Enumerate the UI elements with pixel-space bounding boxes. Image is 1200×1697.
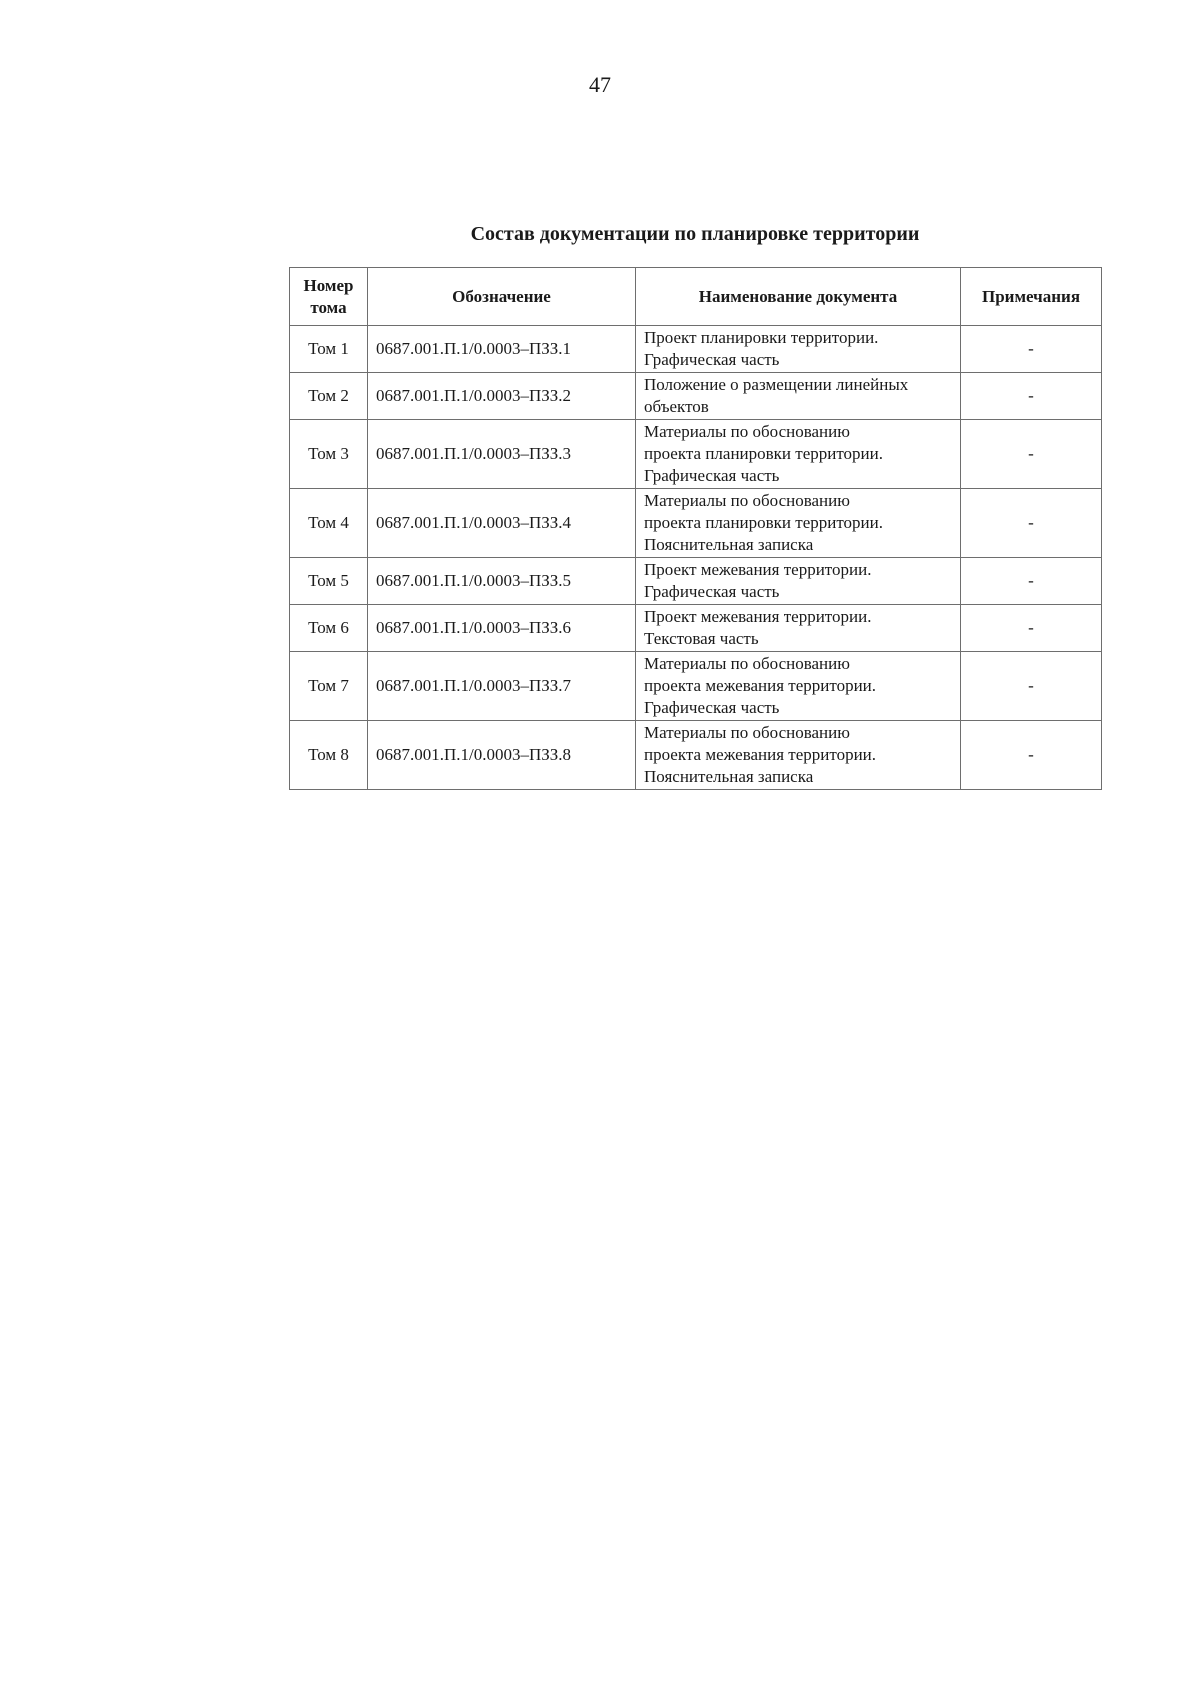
designation-cell: 0687.001.П.1/0.0003–ПЗЗ.6 xyxy=(368,605,636,652)
document-name-cell: Проект межевания территории. Текстовая часть xyxy=(636,605,961,652)
volume-number-cell: Том 2 xyxy=(290,373,368,420)
designation-cell: 0687.001.П.1/0.0003–ПЗЗ.7 xyxy=(368,652,636,721)
notes-cell: - xyxy=(961,373,1102,420)
volume-number-cell: Том 6 xyxy=(290,605,368,652)
table-row xyxy=(290,489,1102,558)
volume-number-cell: Том 3 xyxy=(290,420,368,489)
document-name-cell: Проект планировки территории. Графическая часть xyxy=(636,326,961,373)
table-header-row xyxy=(290,268,1102,326)
page-number: 47 xyxy=(589,72,611,97)
document-name-cell: Материалы по обоснованию проекта межевания территории. Графическая часть xyxy=(636,652,961,721)
table-row xyxy=(290,652,1102,721)
document-name-cell: Материалы по обоснованию проекта планировки территории. Пояснительная записка xyxy=(636,489,961,558)
document-name-cell: Материалы по обоснованию проекта планировки территории. Графическая часть xyxy=(636,420,961,489)
header-designation: Обозначение xyxy=(368,268,636,326)
volume-number-cell: Том 4 xyxy=(290,489,368,558)
notes-cell: - xyxy=(961,420,1102,489)
designation-cell: 0687.001.П.1/0.0003–ПЗЗ.3 xyxy=(368,420,636,489)
documentation-table xyxy=(289,267,1102,790)
notes-cell: - xyxy=(961,652,1102,721)
document-title: Состав документации по планировке территории xyxy=(470,223,920,245)
header-notes: Примечания xyxy=(961,268,1102,326)
designation-cell: 0687.001.П.1/0.0003–ПЗЗ.1 xyxy=(368,326,636,373)
table-row xyxy=(290,605,1102,652)
designation-cell: 0687.001.П.1/0.0003–ПЗЗ.2 xyxy=(368,373,636,420)
notes-cell: - xyxy=(961,605,1102,652)
notes-cell: - xyxy=(961,721,1102,790)
volume-number-cell: Том 1 xyxy=(290,326,368,373)
volume-number-cell: Том 7 xyxy=(290,652,368,721)
document-name-cell: Положение о размещении линейных объектов xyxy=(636,373,961,420)
table-row xyxy=(290,420,1102,489)
volume-number-cell: Том 8 xyxy=(290,721,368,790)
notes-cell: - xyxy=(961,489,1102,558)
document-name-cell: Проект межевания территории. Графическая часть xyxy=(636,558,961,605)
header-volume-number: Номер тома xyxy=(290,268,368,326)
designation-cell: 0687.001.П.1/0.0003–ПЗЗ.5 xyxy=(368,558,636,605)
notes-cell: - xyxy=(961,558,1102,605)
table-row xyxy=(290,721,1102,790)
document-name-cell: Материалы по обоснованию проекта межевания территории. Пояснительная записка xyxy=(636,721,961,790)
table-row xyxy=(290,326,1102,373)
designation-cell: 0687.001.П.1/0.0003–ПЗЗ.8 xyxy=(368,721,636,790)
designation-cell: 0687.001.П.1/0.0003–ПЗЗ.4 xyxy=(368,489,636,558)
volume-number-cell: Том 5 xyxy=(290,558,368,605)
table-row xyxy=(290,373,1102,420)
table-row xyxy=(290,558,1102,605)
header-document-name: Наименование документа xyxy=(636,268,961,326)
notes-cell: - xyxy=(961,326,1102,373)
